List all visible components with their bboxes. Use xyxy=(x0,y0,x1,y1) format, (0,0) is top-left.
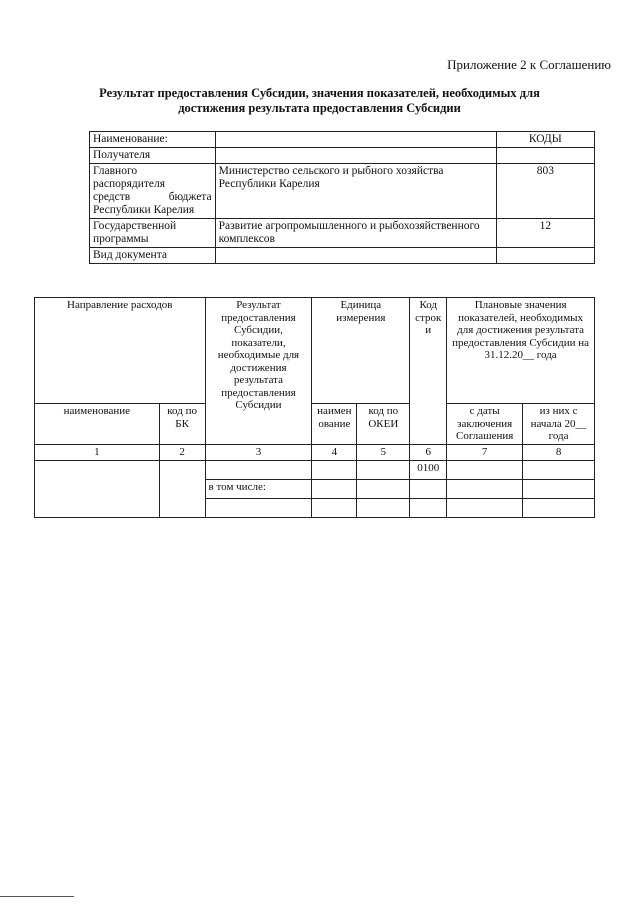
main-manager-label-word-budget: бюджета xyxy=(168,191,212,203)
recipient-label: Получателя xyxy=(90,148,216,164)
column-numbers-row xyxy=(35,445,595,461)
cell-including-from-date xyxy=(447,479,523,498)
header-line-code-1: Код xyxy=(419,299,438,311)
cell-including-okei xyxy=(357,479,410,498)
main-manager-label xyxy=(90,164,216,219)
header-from-date: с даты заключения Соглашения xyxy=(447,404,523,445)
col-num-3: 3 xyxy=(205,445,312,461)
cell-from-date xyxy=(447,460,523,479)
header-okei: код по ОКЕИ xyxy=(357,404,410,445)
cell-blank-result xyxy=(205,498,312,517)
codes-header: КОДЫ xyxy=(496,132,594,148)
cell-direction-name xyxy=(35,460,160,517)
main-manager-label-word-funds: средств xyxy=(93,191,131,203)
info-row-program xyxy=(90,219,595,248)
name-value xyxy=(215,132,496,148)
header-line-code-3: и xyxy=(425,324,432,336)
cell-including-unit-name xyxy=(312,479,357,498)
header-line-code xyxy=(410,298,447,445)
main-manager-code: 803 xyxy=(496,164,594,219)
program-label-line2: программы xyxy=(93,233,149,245)
data-row-main xyxy=(35,460,595,479)
recipient-value xyxy=(215,148,496,164)
cell-okei xyxy=(357,460,410,479)
doc-type-label: Вид документа xyxy=(90,248,216,264)
program-value: Развитие агропромышленного и рыбохозяйственного комплексов xyxy=(215,219,496,248)
header-bk-code: код по БК xyxy=(159,404,205,445)
name-label: Наименование: xyxy=(90,132,216,148)
page-title xyxy=(40,86,599,116)
cell-blank-from-date xyxy=(447,498,523,517)
main-manager-label-line3 xyxy=(93,191,212,204)
cell-including-label: в том числе: xyxy=(205,479,312,498)
title-line-1: Результат предоставления Субсидии, значения показателей, необходимых для xyxy=(99,86,540,100)
info-row-main-manager xyxy=(90,164,595,219)
main-manager-label-line2: распорядителя xyxy=(93,178,166,190)
info-table xyxy=(89,131,595,264)
header-line-code-2: строк xyxy=(415,311,442,324)
info-row-recipient xyxy=(90,148,595,164)
main-manager-label-line1: Главного xyxy=(93,165,138,177)
cell-blank-from-year xyxy=(523,498,595,517)
cell-blank-unit-name xyxy=(312,498,357,517)
col-num-8: 8 xyxy=(523,445,595,461)
program-label-line1: Государственной xyxy=(93,220,177,232)
header-result: Результат предоставления Субсидии, показатели, необходимые для достижения результата предоставления Субсидии xyxy=(205,298,312,445)
cell-blank-okei xyxy=(357,498,410,517)
title-line-2: достижения результата предоставления Субсидии xyxy=(178,101,461,115)
cell-including-from-year xyxy=(523,479,595,498)
info-row-doc-type xyxy=(90,248,595,264)
main-manager-value: Министерство сельского и рыбного хозяйства Республики Карелия xyxy=(215,164,496,219)
col-num-1: 1 xyxy=(35,445,160,461)
header-planned: Плановые значения показателей, необходимых для достижения результата предоставления Субсидии на 31.12.20__ года xyxy=(447,298,595,404)
cell-line-code: 0100 xyxy=(410,460,447,479)
cell-including-line-code xyxy=(410,479,447,498)
header-unit-name: наимен ование xyxy=(312,404,357,445)
recipient-code xyxy=(496,148,594,164)
header-row-1 xyxy=(35,298,595,404)
col-num-6: 6 xyxy=(410,445,447,461)
info-row-name xyxy=(90,132,595,148)
doc-type-value xyxy=(215,248,496,264)
doc-type-code xyxy=(496,248,594,264)
header-row-2 xyxy=(35,404,595,445)
cell-unit-name xyxy=(312,460,357,479)
cell-from-year xyxy=(523,460,595,479)
result-table xyxy=(34,297,595,518)
main-manager-label-line4: Республики Карелия xyxy=(93,204,195,216)
cell-bk-code xyxy=(159,460,205,517)
col-num-4: 4 xyxy=(312,445,357,461)
program-label xyxy=(90,219,216,248)
footnote-separator xyxy=(0,896,74,897)
col-num-5: 5 xyxy=(357,445,410,461)
header-from-year: из них с начала 20__ года xyxy=(523,404,595,445)
header-direction: Направление расходов xyxy=(35,298,206,404)
col-num-7: 7 xyxy=(447,445,523,461)
header-unit: Единица измерения xyxy=(312,298,410,404)
program-code: 12 xyxy=(496,219,594,248)
cell-blank-line-code xyxy=(410,498,447,517)
header-name: наименование xyxy=(35,404,160,445)
cell-result xyxy=(205,460,312,479)
appendix-label: Приложение 2 к Соглашению xyxy=(447,57,611,72)
col-num-2: 2 xyxy=(159,445,205,461)
